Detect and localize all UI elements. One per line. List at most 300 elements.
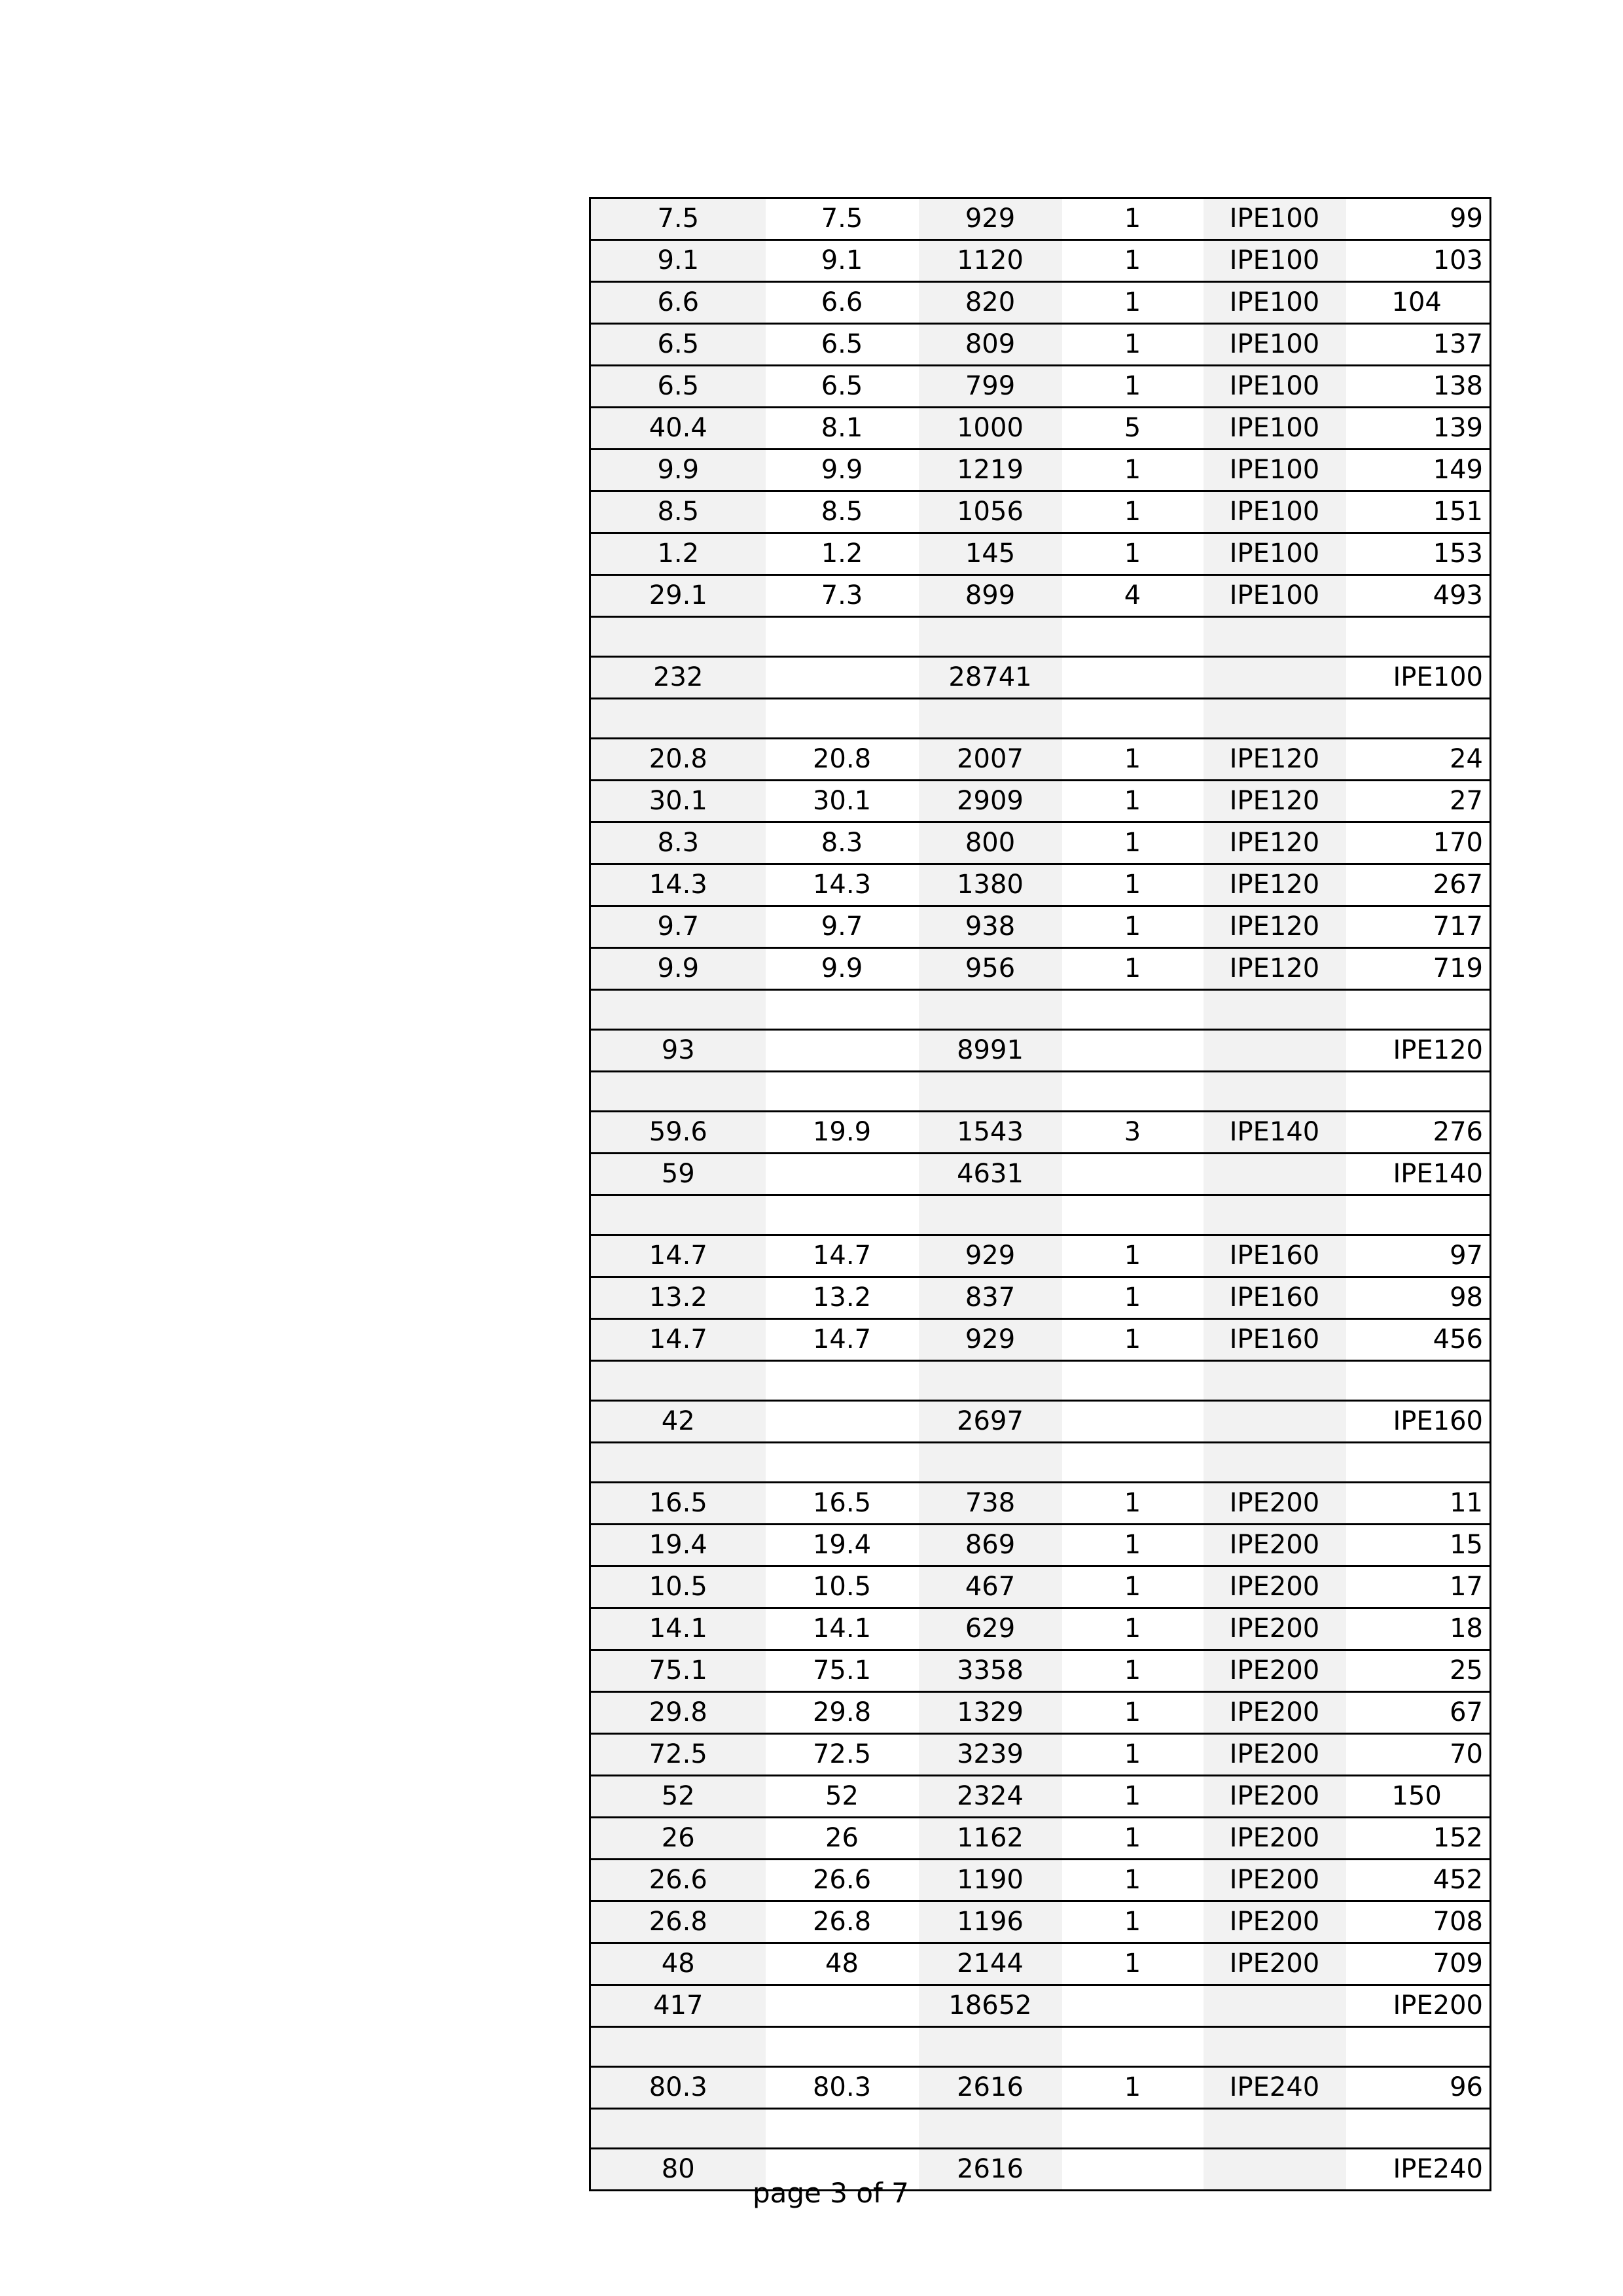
table-cell: 97: [1346, 1235, 1491, 1277]
table-cell: 1: [1062, 739, 1204, 781]
table-cell: IPE200: [1204, 1566, 1346, 1608]
table-cell: 2697: [919, 1401, 1062, 1443]
table-row: [590, 1483, 1491, 1525]
table-cell: 6.6: [766, 282, 919, 324]
table-cell: IPE200: [1204, 1901, 1346, 1943]
table-cell: IPE100: [1204, 491, 1346, 533]
table-cell: 16.5: [766, 1483, 919, 1525]
table-cell: 6.5: [766, 324, 919, 366]
table-cell: 1: [1062, 2067, 1204, 2109]
table-cell: [766, 1154, 919, 1195]
table-cell: [919, 1361, 1062, 1401]
table-cell: 26: [590, 1818, 766, 1860]
table-cell: 8.5: [590, 491, 766, 533]
table-cell: 138: [1346, 366, 1491, 408]
table-cell: [1204, 657, 1346, 699]
table-cell: 1: [1062, 822, 1204, 864]
table-cell: 14.7: [766, 1235, 919, 1277]
table-cell: 17: [1346, 1566, 1491, 1608]
table-cell: IPE200: [1204, 1860, 1346, 1901]
table-cell: 1380: [919, 864, 1062, 906]
table-cell: 8.3: [766, 822, 919, 864]
table-cell: [1204, 1072, 1346, 1112]
table-cell: 153: [1346, 533, 1491, 575]
table-cell: 956: [919, 948, 1062, 990]
table-cell: 75.1: [766, 1650, 919, 1692]
table-cell: 719: [1346, 948, 1491, 990]
table-cell: [1062, 1443, 1204, 1483]
table-cell: [919, 990, 1062, 1030]
table-row: [590, 906, 1491, 948]
table-cell: 10.5: [766, 1566, 919, 1608]
table-cell: 40.4: [590, 408, 766, 450]
table-cell: IPE160: [1346, 1401, 1491, 1443]
table-cell: 1: [1062, 1818, 1204, 1860]
table-cell: 1162: [919, 1818, 1062, 1860]
table-cell: 19.4: [766, 1525, 919, 1566]
table-cell: 1: [1062, 1901, 1204, 1943]
table-cell: 717: [1346, 906, 1491, 948]
table-cell: 1: [1062, 240, 1204, 282]
table-row: [590, 2149, 1491, 2191]
table-row: [590, 1319, 1491, 1361]
table-cell: 80.3: [590, 2067, 766, 2109]
table-cell: [590, 2027, 766, 2067]
table-row: [590, 1985, 1491, 2027]
table-cell: [919, 1195, 1062, 1235]
blank-row: [590, 1195, 1491, 1235]
table-cell: [766, 1443, 919, 1483]
table-cell: 152: [1346, 1818, 1491, 1860]
table-cell: [590, 1195, 766, 1235]
table-cell: 467: [919, 1566, 1062, 1608]
table-cell: 26.6: [590, 1860, 766, 1901]
table-cell: 1: [1062, 781, 1204, 822]
table-cell: 2616: [919, 2067, 1062, 2109]
table-cell: 1: [1062, 1277, 1204, 1319]
table-row: [590, 240, 1491, 282]
table-cell: 1: [1062, 282, 1204, 324]
table-cell: 30.1: [590, 781, 766, 822]
table-cell: [1062, 1401, 1204, 1443]
table-cell: [1346, 1361, 1491, 1401]
table-cell: 1: [1062, 1650, 1204, 1692]
table-cell: 11: [1346, 1483, 1491, 1525]
table-cell: [1204, 2109, 1346, 2149]
table-row: [590, 1154, 1491, 1195]
table-cell: 929: [919, 1319, 1062, 1361]
table-cell: [1062, 617, 1204, 657]
table-cell: [766, 1401, 919, 1443]
table-cell: [1204, 1195, 1346, 1235]
table-cell: 14.1: [766, 1608, 919, 1650]
table-cell: [766, 1361, 919, 1401]
table-cell: IPE200: [1204, 1650, 1346, 1692]
table-row: [590, 1650, 1491, 1692]
table-cell: 52: [766, 1776, 919, 1818]
table-row: [590, 1943, 1491, 1985]
table-cell: [919, 699, 1062, 739]
blank-row: [590, 990, 1491, 1030]
table-cell: [1204, 1361, 1346, 1401]
table-cell: 72.5: [766, 1734, 919, 1776]
table-cell: 1: [1062, 1319, 1204, 1361]
table-cell: IPE200: [1204, 1734, 1346, 1776]
table-cell: IPE100: [1204, 533, 1346, 575]
table-cell: 9.1: [766, 240, 919, 282]
table-cell: 1190: [919, 1860, 1062, 1901]
table-cell: [1062, 990, 1204, 1030]
table-cell: 26: [766, 1818, 919, 1860]
table-cell: 1329: [919, 1692, 1062, 1734]
table-row: [590, 739, 1491, 781]
table-cell: [590, 990, 766, 1030]
table-row: [590, 198, 1491, 240]
table-cell: 26.8: [766, 1901, 919, 1943]
table-cell: 20.8: [766, 739, 919, 781]
table-cell: IPE200: [1204, 1692, 1346, 1734]
table-row: [590, 822, 1491, 864]
table-cell: IPE200: [1346, 1985, 1491, 2027]
table-cell: 18: [1346, 1608, 1491, 1650]
table-cell: 18652: [919, 1985, 1062, 2027]
table-row: [590, 781, 1491, 822]
data-table: [589, 197, 1491, 2191]
table-cell: [1346, 1195, 1491, 1235]
table-cell: 72.5: [590, 1734, 766, 1776]
table-row: [590, 450, 1491, 491]
table-cell: 80: [590, 2149, 766, 2191]
table-cell: IPE200: [1204, 1776, 1346, 1818]
table-cell: 709: [1346, 1943, 1491, 1985]
table-cell: 25: [1346, 1650, 1491, 1692]
table-cell: 1: [1062, 1692, 1204, 1734]
table-row: [590, 1901, 1491, 1943]
table-cell: [766, 2109, 919, 2149]
table-cell: 9.1: [590, 240, 766, 282]
table-cell: IPE100: [1204, 282, 1346, 324]
table-cell: [1204, 699, 1346, 739]
table-cell: [1062, 1030, 1204, 1072]
table-cell: 170: [1346, 822, 1491, 864]
table-cell: 2909: [919, 781, 1062, 822]
table-cell: 139: [1346, 408, 1491, 450]
table-cell: 938: [919, 906, 1062, 948]
table-cell: 1: [1062, 491, 1204, 533]
table-cell: 149: [1346, 450, 1491, 491]
table-cell: 1056: [919, 491, 1062, 533]
table-cell: [919, 2109, 1062, 2149]
table-cell: 3239: [919, 1734, 1062, 1776]
table-cell: [766, 1072, 919, 1112]
blank-row: [590, 2109, 1491, 2149]
table-cell: 799: [919, 366, 1062, 408]
table-cell: 809: [919, 324, 1062, 366]
table-cell: [1204, 1985, 1346, 2027]
table-cell: [1204, 617, 1346, 657]
table-cell: 837: [919, 1277, 1062, 1319]
table-cell: IPE120: [1204, 864, 1346, 906]
table-body: [590, 198, 1491, 2191]
table-cell: 929: [919, 198, 1062, 240]
table-cell: 93: [590, 1030, 766, 1072]
table-cell: [1204, 1443, 1346, 1483]
table-cell: 24: [1346, 739, 1491, 781]
table-row: [590, 408, 1491, 450]
table-cell: [766, 699, 919, 739]
blank-row: [590, 1361, 1491, 1401]
table-cell: IPE120: [1204, 739, 1346, 781]
table-cell: 20.8: [590, 739, 766, 781]
table-cell: IPE120: [1204, 906, 1346, 948]
table-cell: [590, 617, 766, 657]
table-cell: 9.9: [766, 450, 919, 491]
table-cell: [1204, 2027, 1346, 2067]
table-row: [590, 491, 1491, 533]
table-cell: 232: [590, 657, 766, 699]
table-cell: 417: [590, 1985, 766, 2027]
table-cell: [590, 1443, 766, 1483]
table-cell: IPE100: [1204, 324, 1346, 366]
table-cell: 8.1: [766, 408, 919, 450]
table-cell: IPE200: [1204, 1525, 1346, 1566]
table-row: [590, 1401, 1491, 1443]
table-cell: [1346, 617, 1491, 657]
table-cell: 9.9: [766, 948, 919, 990]
table-cell: 1.2: [766, 533, 919, 575]
table-cell: [1062, 1985, 1204, 2027]
table-cell: 820: [919, 282, 1062, 324]
table-cell: IPE240: [1346, 2149, 1491, 2191]
table-cell: 8.5: [766, 491, 919, 533]
table-row: [590, 1818, 1491, 1860]
table-cell: [766, 1030, 919, 1072]
table-cell: IPE200: [1204, 1818, 1346, 1860]
table-cell: [766, 1195, 919, 1235]
table-cell: 1: [1062, 450, 1204, 491]
table-cell: 1: [1062, 533, 1204, 575]
table-cell: 1: [1062, 1734, 1204, 1776]
table-cell: 151: [1346, 491, 1491, 533]
table-cell: 1: [1062, 906, 1204, 948]
table-cell: [1346, 2109, 1491, 2149]
table-cell: 2616: [919, 2149, 1062, 2191]
table-cell: 13.2: [590, 1277, 766, 1319]
table-cell: 26.6: [766, 1860, 919, 1901]
table-cell: 4631: [919, 1154, 1062, 1195]
table-row: [590, 1692, 1491, 1734]
table-cell: [766, 990, 919, 1030]
table-cell: 4: [1062, 575, 1204, 617]
table-row: [590, 1112, 1491, 1154]
table-cell: 16.5: [590, 1483, 766, 1525]
table-cell: 1: [1062, 1566, 1204, 1608]
table-cell: 27: [1346, 781, 1491, 822]
table-cell: 70: [1346, 1734, 1491, 1776]
table-cell: 9.9: [590, 450, 766, 491]
table-cell: 2324: [919, 1776, 1062, 1818]
table-cell: [919, 1072, 1062, 1112]
page-number: page 3 of 7: [753, 2177, 909, 2209]
table-cell: 8991: [919, 1030, 1062, 1072]
table-cell: 6.5: [590, 324, 766, 366]
table-cell: 9.7: [590, 906, 766, 948]
table-cell: 59: [590, 1154, 766, 1195]
table-cell: 103: [1346, 240, 1491, 282]
table-cell: [1346, 2027, 1491, 2067]
table-cell: 2007: [919, 739, 1062, 781]
table-cell: 1: [1062, 1860, 1204, 1901]
table-cell: IPE160: [1204, 1319, 1346, 1361]
table-cell: 14.3: [590, 864, 766, 906]
table-cell: 1: [1062, 1943, 1204, 1985]
table-cell: 42: [590, 1401, 766, 1443]
table-row: [590, 1525, 1491, 1566]
table-cell: [1062, 1154, 1204, 1195]
table-cell: [590, 2109, 766, 2149]
table-cell: 3: [1062, 1112, 1204, 1154]
table-cell: IPE120: [1204, 781, 1346, 822]
table-row: [590, 1608, 1491, 1650]
table-cell: 1.2: [590, 533, 766, 575]
table-cell: IPE200: [1204, 1483, 1346, 1525]
table-cell: 59.6: [590, 1112, 766, 1154]
table-cell: IPE100: [1204, 575, 1346, 617]
table-cell: [1346, 990, 1491, 1030]
table-cell: 145: [919, 533, 1062, 575]
table-cell: 6.5: [590, 366, 766, 408]
table-cell: [590, 1361, 766, 1401]
table-cell: 899: [919, 575, 1062, 617]
table-cell: 104: [1346, 282, 1491, 324]
table-cell: [1204, 1154, 1346, 1195]
table-row: [590, 1277, 1491, 1319]
table-cell: 15: [1346, 1525, 1491, 1566]
table-cell: [919, 617, 1062, 657]
table-cell: [1062, 2109, 1204, 2149]
table-cell: 3358: [919, 1650, 1062, 1692]
table-row: [590, 324, 1491, 366]
table-row: [590, 533, 1491, 575]
table-cell: IPE240: [1204, 2067, 1346, 2109]
table-cell: 1000: [919, 408, 1062, 450]
table-cell: 800: [919, 822, 1062, 864]
table-cell: 6.5: [766, 366, 919, 408]
table-cell: [919, 1443, 1062, 1483]
table-cell: IPE200: [1204, 1943, 1346, 1985]
table-cell: 1: [1062, 366, 1204, 408]
table-cell: [1346, 699, 1491, 739]
table-cell: 14.7: [590, 1235, 766, 1277]
table-cell: [1062, 1195, 1204, 1235]
table-cell: 99: [1346, 198, 1491, 240]
table-row: [590, 1566, 1491, 1608]
table-cell: IPE120: [1204, 948, 1346, 990]
table-cell: 7.3: [766, 575, 919, 617]
table-cell: IPE100: [1204, 450, 1346, 491]
table-cell: 7.5: [766, 198, 919, 240]
blank-row: [590, 699, 1491, 739]
table-cell: 493: [1346, 575, 1491, 617]
table-cell: 1: [1062, 1483, 1204, 1525]
table-cell: 30.1: [766, 781, 919, 822]
table-row: [590, 1860, 1491, 1901]
table-cell: IPE140: [1204, 1112, 1346, 1154]
table-cell: [766, 2027, 919, 2067]
table-cell: 67: [1346, 1692, 1491, 1734]
table-cell: [1204, 990, 1346, 1030]
table-cell: 7.5: [590, 198, 766, 240]
table-cell: 80.3: [766, 2067, 919, 2109]
table-cell: 8.3: [590, 822, 766, 864]
table-row: [590, 948, 1491, 990]
blank-row: [590, 2027, 1491, 2067]
table-row: [590, 1030, 1491, 1072]
table-cell: 1219: [919, 450, 1062, 491]
table-cell: [1062, 2149, 1204, 2191]
table-cell: 19.4: [590, 1525, 766, 1566]
table-cell: 456: [1346, 1319, 1491, 1361]
table-cell: [1062, 2027, 1204, 2067]
table-cell: 629: [919, 1608, 1062, 1650]
table-cell: 1: [1062, 864, 1204, 906]
table-cell: 1120: [919, 240, 1062, 282]
table-cell: 1543: [919, 1112, 1062, 1154]
table-cell: 1196: [919, 1901, 1062, 1943]
table-cell: 96: [1346, 2067, 1491, 2109]
table-cell: 9.9: [590, 948, 766, 990]
table-row: [590, 1235, 1491, 1277]
table-cell: 26.8: [590, 1901, 766, 1943]
table-cell: [1062, 1072, 1204, 1112]
table-cell: 2144: [919, 1943, 1062, 1985]
table-cell: [766, 657, 919, 699]
table-cell: 150: [1346, 1776, 1491, 1818]
table-cell: 452: [1346, 1860, 1491, 1901]
blank-row: [590, 617, 1491, 657]
table-cell: 1: [1062, 1525, 1204, 1566]
table-cell: 1: [1062, 1235, 1204, 1277]
table-cell: [919, 2027, 1062, 2067]
table-cell: 6.6: [590, 282, 766, 324]
table-cell: 48: [766, 1943, 919, 1985]
blank-row: [590, 1443, 1491, 1483]
table-cell: 48: [590, 1943, 766, 1985]
table-cell: 137: [1346, 324, 1491, 366]
blank-row: [590, 1072, 1491, 1112]
table-cell: [590, 699, 766, 739]
table-cell: 276: [1346, 1112, 1491, 1154]
table-cell: IPE160: [1204, 1235, 1346, 1277]
table-cell: [1062, 1361, 1204, 1401]
table-cell: 929: [919, 1235, 1062, 1277]
table-cell: IPE100: [1346, 657, 1491, 699]
table-cell: IPE120: [1346, 1030, 1491, 1072]
table-row: [590, 1734, 1491, 1776]
table-cell: 19.9: [766, 1112, 919, 1154]
table-cell: [1346, 1443, 1491, 1483]
table-cell: 75.1: [590, 1650, 766, 1692]
table-row: [590, 366, 1491, 408]
table-cell: 708: [1346, 1901, 1491, 1943]
table-cell: [1062, 657, 1204, 699]
table-cell: 29.1: [590, 575, 766, 617]
table-cell: 738: [919, 1483, 1062, 1525]
table-cell: IPE160: [1204, 1277, 1346, 1319]
table-row: [590, 575, 1491, 617]
table-cell: IPE100: [1204, 198, 1346, 240]
table-row: [590, 657, 1491, 699]
